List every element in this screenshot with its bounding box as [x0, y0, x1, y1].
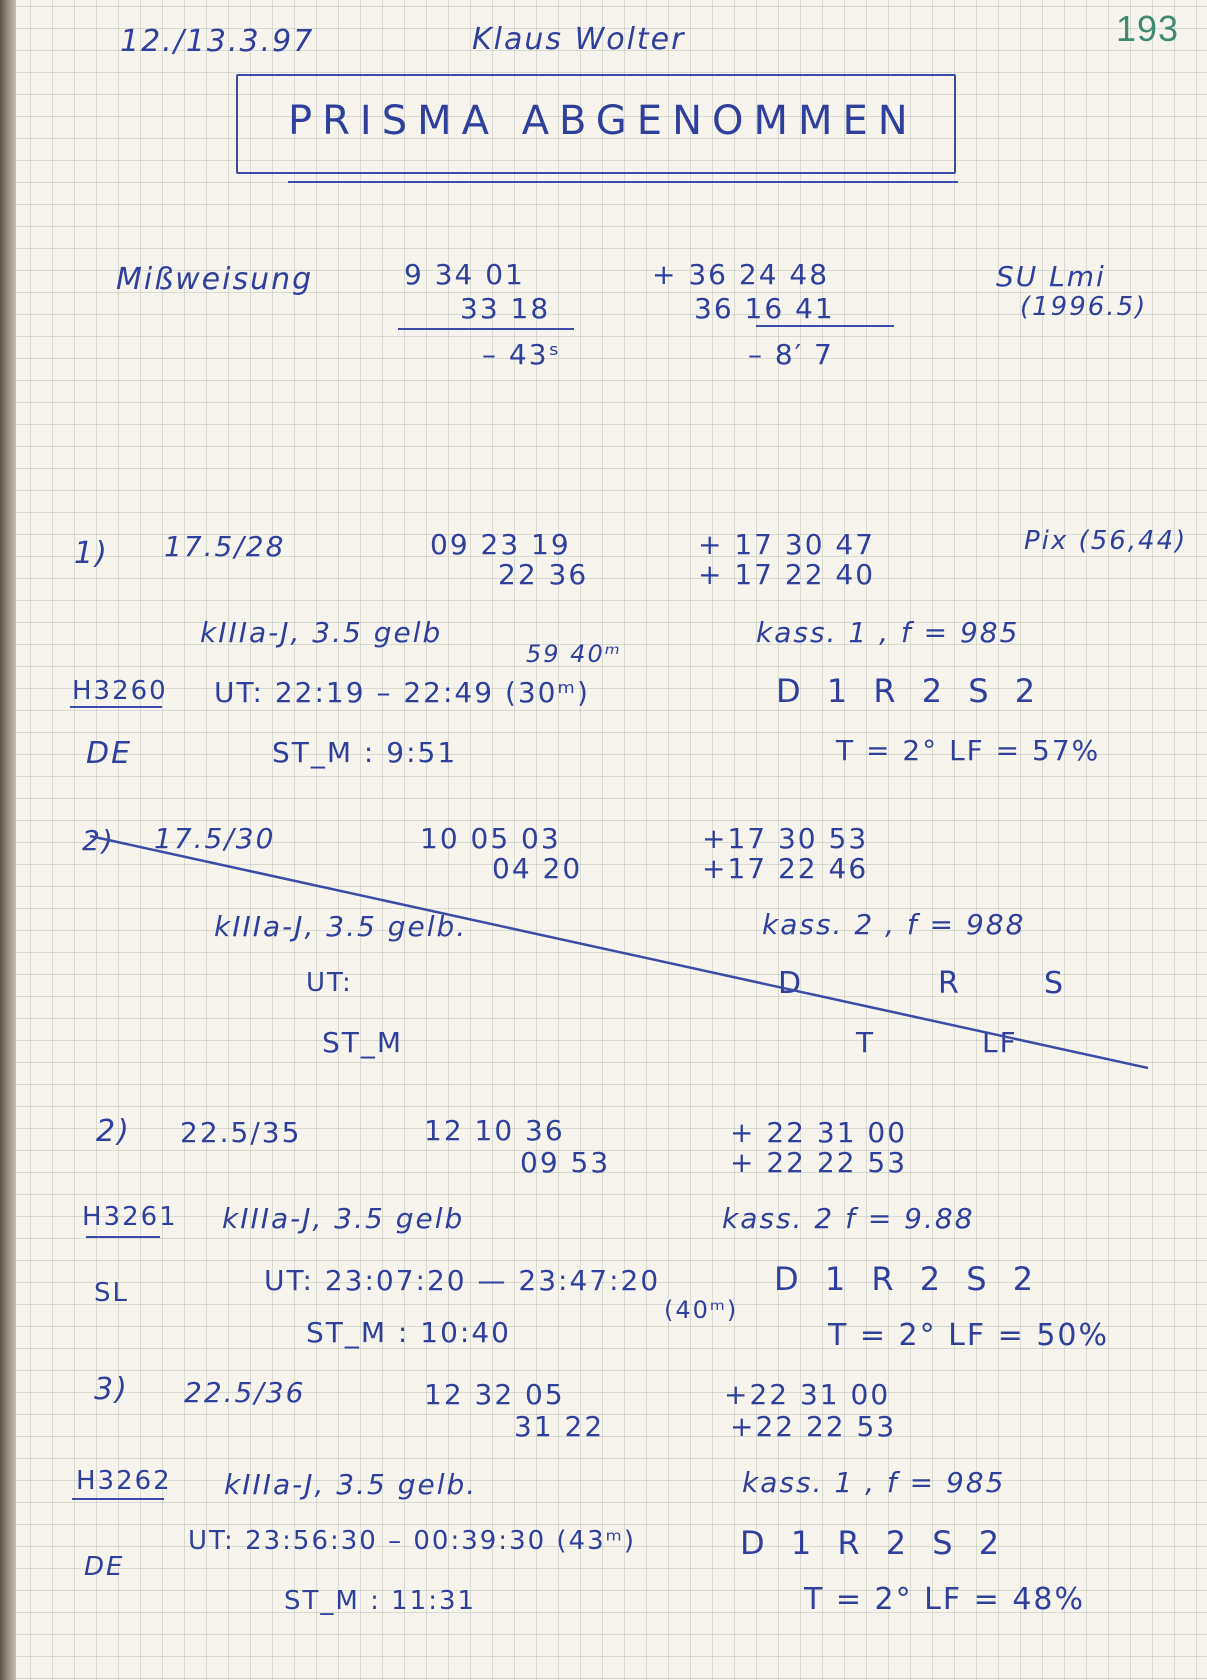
entry-4-ra2: 31 22 [514, 1410, 605, 1443]
entry-3-dec2: + 22 22 53 [730, 1146, 908, 1179]
entry-3-ra2: 09 53 [520, 1146, 611, 1179]
entry-4-id: H3262 [76, 1466, 172, 1496]
entry-3-st: ST_M : 10:40 [306, 1316, 511, 1349]
entry-1-dec1: + 17 30 47 [698, 528, 876, 561]
entry-3-drs: D 1 R 2 S 2 [774, 1260, 1042, 1298]
entry-4-ut: UT: 23:56:30 – 00:39:30 (43ᵐ) [188, 1526, 636, 1556]
entry-3-site: SL [94, 1278, 129, 1308]
entry-2-struck-number: 2) [82, 824, 115, 857]
entry-1-tlf: T = 2° LF = 57% [836, 734, 1101, 767]
entry-1-plate: 17.5/28 [164, 530, 286, 563]
entry-1-ut-correction: 59 40ᵐ [526, 640, 622, 668]
page-number: 193 [1116, 8, 1180, 49]
entry-3-id-underline [86, 1236, 160, 1238]
entry-3-filter: kIIIa-J, 3.5 gelb [222, 1202, 465, 1235]
entry-2-struck-ra2: 04 20 [492, 852, 583, 885]
entry-2-struck-ut: UT: [306, 968, 353, 998]
header-date: 12./13.3.97 [120, 24, 315, 59]
entry-1-site: DE [86, 736, 133, 771]
entry-3-tlf: T = 2° LF = 50% [828, 1318, 1110, 1353]
missweisung-epoch: (1996.5) [1020, 292, 1148, 322]
entry-1-ut: UT: 22:19 – 22:49 (30ᵐ) [214, 676, 590, 709]
entry-4-filter: kIIIa-J, 3.5 gelb. [224, 1468, 478, 1501]
entry-4-plate: 22.5/36 [184, 1376, 306, 1409]
missweisung-ra-line2: 33 18 [460, 292, 551, 325]
entry-3-ra1: 12 10 36 [424, 1114, 565, 1147]
entry-4-ra1: 12 32 05 [424, 1378, 565, 1411]
entry-4-kass: kass. 1 , f = 985 [742, 1466, 1006, 1499]
missweisung-star: SU Lmi [996, 260, 1106, 293]
entry-4-dec1: +22 31 00 [724, 1378, 891, 1411]
entry-1-dec2: + 17 22 40 [698, 558, 876, 591]
entry-2-struck-dec1: +17 30 53 [702, 822, 869, 855]
entry-2-struck-kass: kass. 2 , f = 988 [762, 908, 1026, 941]
entry-4-drs: D 1 R 2 S 2 [740, 1524, 1008, 1562]
missweisung-dec-line1: + 36 24 48 [652, 258, 830, 291]
entry-2-struck-st: ST_M [322, 1026, 404, 1059]
entry-3-id: H3261 [82, 1202, 178, 1232]
missweisung-dec-diff: – 8′ 7 [748, 338, 834, 371]
missweisung-dec-line2: 36 16 41 [694, 292, 835, 325]
entry-4-dec2: +22 22 53 [730, 1410, 897, 1443]
entry-4-site: DE [84, 1552, 125, 1582]
entry-3-ut: UT: 23:07:20 — 23:47:20 [264, 1264, 661, 1297]
missweisung-ra-line1: 9 34 01 [404, 258, 525, 291]
entry-3-kass: kass. 2 f = 9.88 [722, 1202, 975, 1235]
entry-3-ut-note: (40ᵐ) [664, 1296, 739, 1324]
entry-2-struck-plate: 17.5/30 [154, 822, 276, 855]
entry-2-struck-ra1: 10 05 03 [420, 822, 561, 855]
entry-4-number: 3) [94, 1372, 129, 1407]
header-author: Klaus Wolter [472, 22, 686, 57]
entry-2-struck-d: D [778, 966, 804, 1001]
entry-1-number: 1) [74, 536, 109, 571]
entry-2-struck-s: S [1044, 966, 1066, 1001]
entry-3-plate: 22.5/35 [180, 1116, 302, 1149]
entry-3-dec1: + 22 31 00 [730, 1116, 908, 1149]
entry-2-struck-dec2: +17 22 46 [702, 852, 869, 885]
entry-2-struck-lf: LF [982, 1026, 1018, 1059]
entry-2-struck-r: R [938, 966, 961, 1001]
entry-2-struck-filter: kIIIa-J, 3.5 gelb. [214, 910, 468, 943]
entry-4-st: ST_M : 11:31 [284, 1586, 477, 1616]
entry-1-st: ST_M : 9:51 [272, 736, 458, 769]
entry-4-tlf: T = 2° LF = 48% [804, 1582, 1086, 1617]
entry-4-id-underline [72, 1498, 164, 1500]
entry-1-filter: kIIIa-J, 3.5 gelb [200, 616, 443, 649]
entry-1-kass: kass. 1 , f = 985 [756, 616, 1020, 649]
entry-1-note: Pix (56,44) [1024, 526, 1188, 556]
entry-1-ra2: 22 36 [498, 558, 589, 591]
entry-1-ra1: 09 23 19 [430, 528, 571, 561]
entry-2-struck-t: T [856, 1026, 876, 1059]
missweisung-label: Mißweisung [116, 262, 314, 297]
entry-1-drs: D 1 R 2 S 2 [776, 672, 1044, 710]
entry-3-number: 2) [96, 1114, 131, 1149]
missweisung-ra-diff: – 43ˢ [482, 338, 561, 371]
page-title: PRISMA ABGENOMMEN [288, 98, 918, 144]
entry-1-id: H3260 [72, 676, 168, 706]
